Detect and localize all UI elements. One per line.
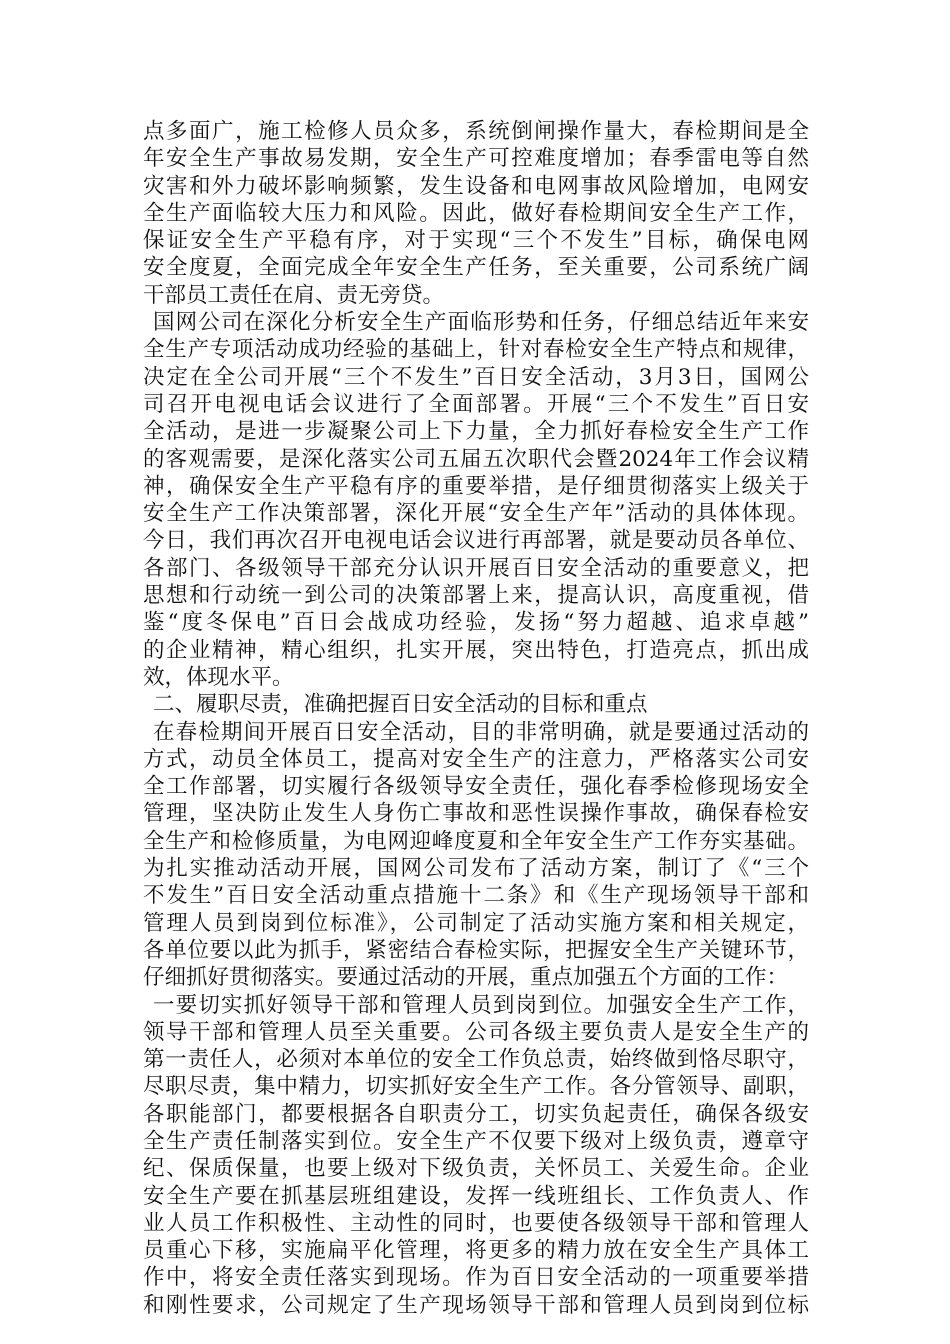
paragraph-1 [143, 118, 809, 309]
text-line: 神，确保安全生产平稳有序的重要举措，是仔细贯彻落实上级关于 [143, 473, 809, 499]
text-line: 第一责任人，必须对本单位的安全工作负总责，始终做到恪尽职守， [143, 1047, 809, 1073]
paragraph-4 [143, 992, 809, 1320]
text-line: 不发生”百日安全活动重点措施十二条》和《生产现场领导干部和 [143, 883, 809, 909]
text-line: 管理人员到岗到位标准》，公司制定了活动实施方案和相关规定， [143, 910, 809, 936]
text-line: 点多面广，施工检修人员众多，系统倒闸操作量大，春检期间是全 [143, 119, 809, 144]
document-page [143, 118, 809, 1319]
paragraph-2 [143, 309, 809, 691]
text-line: 全工作部署，切实履行各级领导安全责任，强化春季检修现场安全 [143, 774, 809, 800]
paragraph-3 [143, 719, 809, 992]
text-line: 保证安全生产平稳有序，对于实现“三个不发生”目标，确保电网 [143, 228, 809, 254]
text-line: 安全生产工作决策部署，深化开展“安全生产年”活动的具体体现。 [143, 501, 809, 527]
section-heading [143, 691, 809, 718]
text-line: 领导干部和管理人员至关重要。公司各级主要负责人是安全生产的 [143, 1019, 809, 1045]
text-line: 国网公司在深化分析安全生产面临形势和任务，仔细总结近年来安 [153, 310, 809, 336]
heading-line: 二、履职尽责，准确把握百日安全活动的目标和重点 [153, 692, 648, 718]
text-line: 全生产专项活动成功经验的基础上，针对春检安全生产特点和规律， [143, 337, 809, 363]
text-line: 员重心下移，实施扁平化管理，将更多的精力放在安全生产具体工 [143, 1238, 809, 1264]
text-line: 各职能部门，都要根据各自职责分工，切实负起责任，确保各级安 [143, 1101, 809, 1127]
text-line: 和刚性要求，公司规定了生产现场领导干部和管理人员到岗到位标 [143, 1292, 809, 1318]
text-line: 作中，将安全责任落实到现场。作为百日安全活动的一项重要举措 [143, 1265, 809, 1291]
text-line: 鉴“度冬保电”百日会战成功经验，发扬“努力超越、追求卓越” [143, 610, 809, 636]
text-line: 安全生产要在抓基层班组建设，发挥一线班组长、工作负责人、作 [143, 1183, 809, 1209]
text-line: 管理，坚决防止发生人身伤亡事故和恶性误操作事故，确保春检安 [143, 801, 809, 827]
text-line: 安全度夏，全面完成全年安全生产任务，至关重要，公司系统广阔 [143, 255, 809, 281]
text-line: 决定在全公司开展“三个不发生”百日安全活动，3月3日，国网公 [143, 364, 809, 390]
text-line: 的客观需要，是深化落实公司五届五次职代会暨2024年工作会议精 [143, 446, 809, 472]
text-line: 全活动，是进一步凝聚公司上下力量，全力抓好春检安全生产工作 [143, 419, 809, 445]
text-line: 的企业精神，精心组织，扎实开展，突出特色，打造亮点，抓出成 [143, 637, 809, 663]
text-line: 方式，动员全体员工，提高对安全生产的注意力，严格落实公司安 [143, 746, 809, 772]
text-line: 今日，我们再次召开电视电话会议进行再部署，就是要动员各单位、 [143, 528, 809, 554]
text-line: 尽职尽责，集中精力，切实抓好安全生产工作。各分管领导、副职， [143, 1074, 809, 1100]
text-line: 各部门、各级领导干部充分认识开展百日安全活动的重要意义，把 [143, 555, 809, 581]
text-line: 各单位要以此为抓手，紧密结合春检实际，把握安全生产关键环节， [143, 937, 809, 963]
text-line: 年安全生产事故易发期，安全生产可控难度增加；春季雷电等自然 [143, 146, 809, 172]
text-line: 纪、保质保量，也要上级对下级负责，关怀员工、关爱生命。企业 [143, 1156, 809, 1182]
text-line: 灾害和外力破坏影响频繁，发生设备和电网事故风险增加，电网安 [143, 173, 809, 199]
text-line: 全生产面临较大压力和风险。因此，做好春检期间安全生产工作， [143, 200, 809, 226]
text-line: 仔细抓好贯彻落实。要通过活动的开展，重点加强五个方面的工作： [143, 965, 789, 991]
text-line: 在春检期间开展百日安全活动，目的非常明确，就是要通过活动的 [153, 719, 809, 745]
text-line: 全生产和检修质量，为电网迎峰度夏和全年安全生产工作夯实基础。 [143, 828, 809, 854]
text-line: 全生产责任制落实到位。安全生产不仅要下级对上级负责，遵章守 [143, 1128, 809, 1154]
text-line: 为扎实推动活动开展，国网公司发布了活动方案，制订了《“三个 [143, 856, 809, 882]
text-line: 司召开电视电话会议进行了全面部署。开展“三个不发生”百日安 [143, 391, 809, 417]
text-line: 效，体现水平。 [143, 664, 294, 690]
text-line: 业人员工作积极性、主动性的同时，也要使各级领导干部和管理人 [143, 1210, 809, 1236]
text-line: 一要切实抓好领导干部和管理人员到岗到位。加强安全生产工作， [153, 992, 809, 1018]
text-line: 思想和行动统一到公司的决策部署上来，提高认识，高度重视，借 [143, 583, 809, 609]
text-line: 干部员工责任在肩、责无旁贷。 [143, 282, 445, 308]
